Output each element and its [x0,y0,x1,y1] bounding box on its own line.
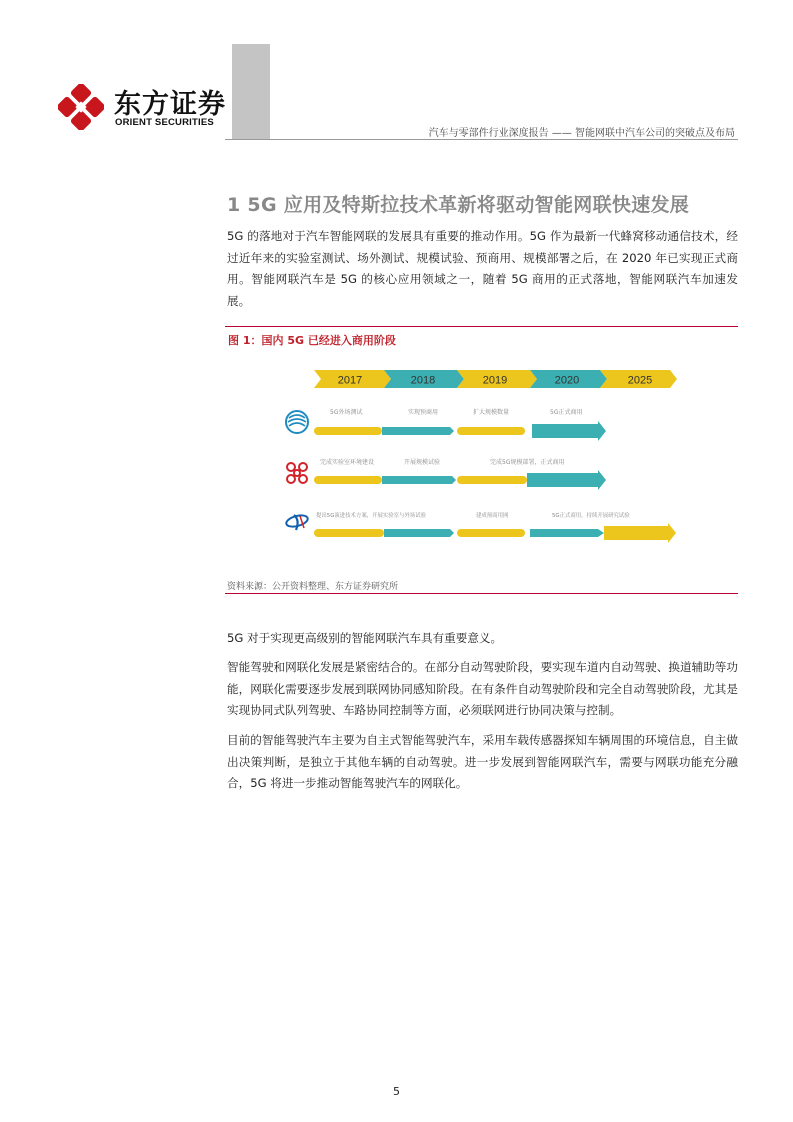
progress-segment [314,476,382,484]
year-row [314,370,677,388]
figure-top-rule [225,326,738,327]
milestone-label: 实现预商用 [408,409,439,416]
header-gray-block [232,44,270,140]
logo-english-name: ORIENT SECURITIES [115,117,214,128]
progress-segment [457,427,525,435]
progress-segment [457,529,525,537]
company-logo [58,84,226,134]
paragraph-current: 目前的智能驾驶汽车主要为自主式智能驾驶汽车，采用车载传感器探知车辆周围的环境信息，自主做出决策判断，是独立于其他车辆的自动驾驶。进一步发展到智能网联汽车，需要与网联功能充分融合，5G 将进一步推动智能驾驶汽车的网联化。 [227,733,738,790]
year-label: 2019 [482,374,508,387]
paragraph-significance: 5G 对于实现更高级别的智能网联汽车具有重要意义。 [227,631,503,645]
paragraph-intro: 5G 的落地对于汽车智能网联的发展具有重要的推动作用。5G 作为最新一代蜂窝移动通信技术，经过近年来的实验室测试、场外测试、规模试验、预商用、规模部署之后，在 2020 年已实现正式商用。智能网联汽车是 5G 的核心应用领域之一，随着 5G 商用的正式落地，智能网联汽车加速发展。 [227,229,738,308]
milestone-label: 提出5G演进技术方案，开展实验室与外场试验 [316,513,427,519]
figure-title: 图 1：国内 5G 已经进入商用阶段 [228,334,396,347]
logo-chinese-name: 东方证券 [114,89,226,120]
progress-arrow [527,470,606,490]
year-label: 2018 [410,374,436,387]
milestone-label: 5G正式商用 [550,409,583,416]
year-label: 2017 [337,374,363,387]
page-number: 5 [393,1085,400,1098]
5g-timeline-figure [280,358,680,562]
milestone-label: 5G外场测试 [330,409,363,416]
year-label: 2020 [554,374,580,387]
progress-arrow [604,523,676,543]
milestone-label: 扩大规模数量 [473,409,510,416]
progress-arrow [532,421,606,441]
progress-segment [457,476,527,484]
progress-segment [530,529,604,537]
year-label: 2025 [627,374,653,387]
header-divider [225,139,738,140]
progress-segment [382,427,454,435]
milestone-label: 完成5G规模部署，正式商用 [490,459,565,466]
progress-segment [314,427,382,435]
section-title: 1 5G 应用及特斯拉技术革新将驱动智能网联快速发展 [227,194,690,216]
figure-bottom-rule [225,593,738,594]
milestone-label: 完成实验室环境建设 [320,459,375,466]
paragraph-combination: 智能驾驶和网联化发展是紧密结合的。在部分自动驾驶阶段，要实现车道内自动驾驶、换道辅助等功能，网联化需要逐步发展到联网协同感知阶段。在有条件自动驾驶阶段和完全自动驾驶阶段，尤其是实现协同式队列驾驶、车路协同控制等方面，必须联网进行协同决策与控制。 [227,660,738,717]
progress-segment [382,476,456,484]
figure-source: 资料来源：公开资料整理、东方证券研究所 [227,582,399,592]
milestone-label: 5G正式商用，持续开展研究试验 [552,513,630,519]
report-header-info: 汽车与零部件行业深度报告 —— 智能网联中汽车公司的突破点及布局 [428,128,735,139]
milestone-label: 建成预商用网 [476,513,509,519]
progress-segment [314,529,384,537]
orient-logo-icon [58,84,104,130]
progress-segment [384,529,454,537]
milestone-label: 开展规模试验 [404,459,441,466]
